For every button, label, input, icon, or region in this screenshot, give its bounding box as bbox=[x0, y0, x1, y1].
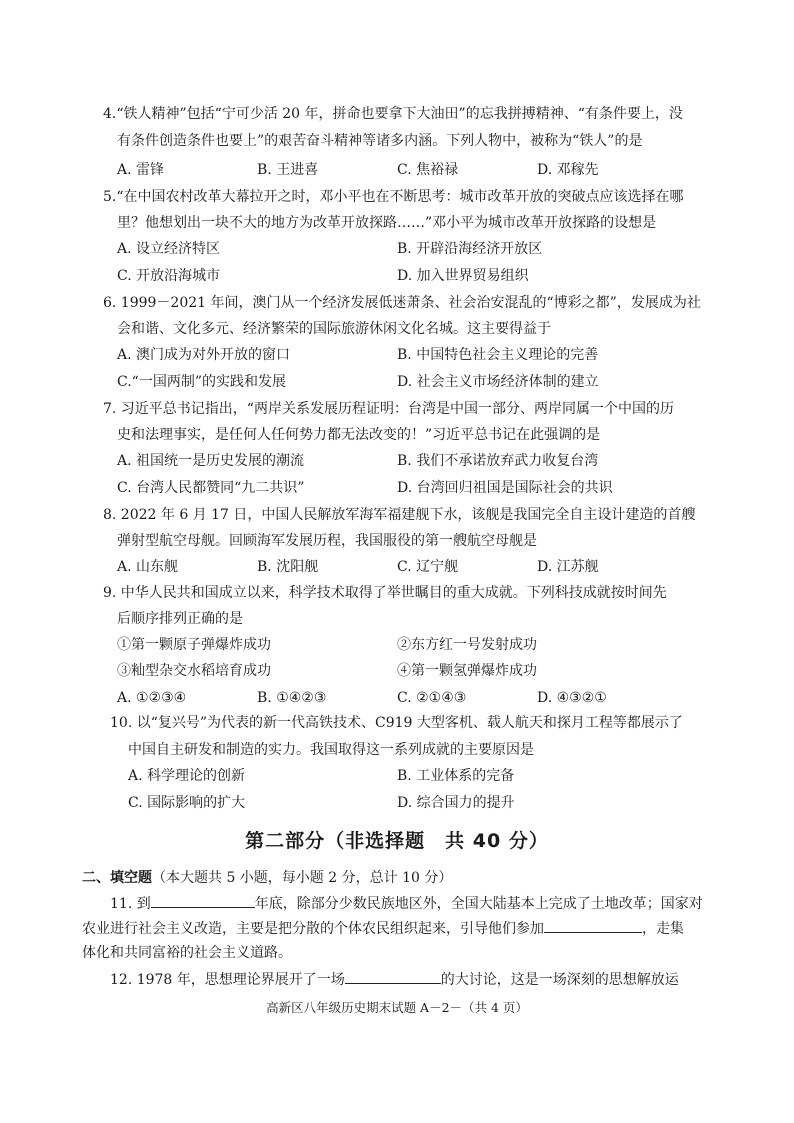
q11-line1 bbox=[110, 893, 703, 914]
q8-option-d: D. 江苏舰 bbox=[537, 559, 599, 575]
q8-option-b: B. 沈阳舰 bbox=[257, 559, 319, 575]
q9-item-3: ③籼型杂交水稻培育成功 bbox=[117, 663, 271, 679]
q6-option-a: A. 澳门成为对外开放的窗口 bbox=[117, 347, 291, 363]
q11-text-a: 11. 到 bbox=[110, 896, 151, 912]
page-footer: 高新区八年级历史期末试题 A－2－（共 4 页） bbox=[266, 1000, 528, 1015]
q9-item-4: ④第一颗氢弹爆炸成功 bbox=[397, 663, 537, 679]
q9-line1: 9. 中华人民共和国成立以来，科学技术取得了举世瞩目的重大成就。下列科技成就按时间先 bbox=[103, 585, 667, 601]
q5-option-c: C. 开放沿海城市 bbox=[117, 268, 221, 284]
q5-line2: 里？他想划出一块不大的地方为改革开放探路……”邓小平为城市改革开放探路的设想是 bbox=[117, 215, 657, 231]
part2-title: 第二部分（非选择题 共 40 分） bbox=[245, 830, 549, 852]
q4-line1: 4.“铁人精神”包括“宁可少活 20 年，拼命也要拿下大油田”的忘我拼搏精神、“有条件要上，没 bbox=[103, 106, 683, 122]
q11-text-c: 农业进行社会主义改造，主要是把分散的个体农民组织起来，引导他们参加 bbox=[82, 921, 544, 937]
q4-option-d: D. 邓稼先 bbox=[537, 162, 599, 178]
q10-option-b: B. 工业体系的完备 bbox=[397, 768, 515, 784]
q6-option-d: D. 社会主义市场经济体制的建立 bbox=[397, 374, 599, 390]
q9-option-c: C. ②①④③ bbox=[397, 690, 467, 706]
q4-option-a: A. 雷锋 bbox=[117, 162, 165, 178]
q5-option-b: B. 开辟沿海经济开放区 bbox=[397, 241, 543, 257]
q8-line2: 弹射型航空母舰。回顾海军发展历程，我国服役的第一艘航空母舰是 bbox=[117, 533, 537, 549]
q12-blank-1[interactable] bbox=[345, 969, 441, 984]
q7-option-c: C. 台湾人民都赞同“九二共识” bbox=[117, 480, 305, 496]
q12-text-b: 的大讨论，这是一场深刻的思想解放运 bbox=[440, 972, 679, 988]
q8-option-a: A. 山东舰 bbox=[117, 559, 179, 575]
q10-option-a: A. 科学理论的创新 bbox=[128, 768, 246, 784]
q10-option-d: D. 综合国力的提升 bbox=[397, 795, 515, 811]
q7-line1: 7. 习近平总书记指出，“两岸关系发展历程证明：台湾是中国一部分、两岸同属一个中国的历 bbox=[103, 401, 674, 417]
q11-line2 bbox=[82, 918, 684, 939]
q8-option-c: C. 辽宁舰 bbox=[397, 559, 459, 575]
q5-option-a: A. 设立经济特区 bbox=[117, 241, 221, 257]
q6-option-c: C.“一国两制”的实践和发展 bbox=[117, 374, 286, 390]
q11-blank-2[interactable] bbox=[544, 918, 642, 933]
q9-option-d: D. ④③②① bbox=[537, 690, 607, 706]
q5-option-d: D. 加入世界贸易组织 bbox=[397, 268, 529, 284]
q10-line2: 中国自主研发和制造的实力。我国取得这一系列成就的主要原因是 bbox=[128, 742, 534, 758]
q10-option-c: C. 国际影响的扩大 bbox=[128, 795, 246, 811]
q12-line1 bbox=[110, 969, 679, 990]
q11-text-d: ，走集 bbox=[642, 921, 684, 937]
q6-line1: 6. 1999－2021 年间，澳门从一个经济发展低迷萧条、社会治安混乱的“博彩之都”，发展成为社 bbox=[103, 295, 701, 311]
q7-line2: 史和法理事实，是任何人任何势力都无法改变的！”习近平总书记在此强调的是 bbox=[117, 427, 601, 443]
q7-option-a: A. 祖国统一是历史发展的潮流 bbox=[117, 453, 305, 469]
q4-line2: 有条件创造条件也要上”的艰苦奋斗精神等诸多内涵。下列人物中，被称为“铁人”的是 bbox=[117, 133, 643, 149]
q10-line1: 10. 以“复兴号”为代表的新一代高铁技术、C919 大型客机、载人航天和探月工程等都展示了 bbox=[110, 715, 683, 731]
q6-option-b: B. 中国特色社会主义理论的完善 bbox=[397, 347, 599, 363]
q9-line2: 后顺序排列正确的是 bbox=[117, 611, 243, 627]
q8-line1: 8. 2022 年 6 月 17 日，中国人民解放军海军福建舰下水，该舰是我国完全自主设计建造的首艘 bbox=[103, 507, 696, 523]
q4-option-b: B. 王进喜 bbox=[257, 162, 319, 178]
q9-item-2: ②东方红一号发射成功 bbox=[397, 637, 537, 653]
q9-option-b: B. ①④②③ bbox=[257, 690, 327, 706]
fill-in-header bbox=[82, 868, 452, 888]
q11-text-b: 年底，除部分少数民族地区外，全国大陆基本上完成了土地改革；国家对 bbox=[254, 896, 703, 912]
fill-in-header-label: 二、填空题 bbox=[82, 870, 152, 886]
q5-line1: 5.“在中国农村改革大幕拉开之时，邓小平也在不断思考：城市改革开放的突破点应该选择在哪 bbox=[103, 189, 684, 205]
q6-line2: 会和谐、文化多元、经济繁荣的国际旅游休闲文化名城。这主要得益于 bbox=[117, 321, 551, 337]
q9-item-1: ①第一颗原子弹爆炸成功 bbox=[117, 637, 271, 653]
q11-line3: 体化和共同富裕的社会主义道路。 bbox=[82, 945, 292, 961]
q7-option-b: B. 我们不承诺放弃武力收复台湾 bbox=[397, 453, 599, 469]
q12-text-a: 12. 1978 年，思想理论界展开了一场 bbox=[110, 972, 345, 988]
q4-option-c: C. 焦裕禄 bbox=[397, 162, 459, 178]
q11-blank-1[interactable] bbox=[151, 893, 255, 908]
q7-option-d: D. 台湾回归祖国是国际社会的共识 bbox=[397, 480, 613, 496]
q9-option-a: A. ①②③④ bbox=[117, 690, 187, 706]
fill-in-header-note: （本大题共 5 小题，每小题 2 分，总计 10 分） bbox=[152, 870, 453, 886]
